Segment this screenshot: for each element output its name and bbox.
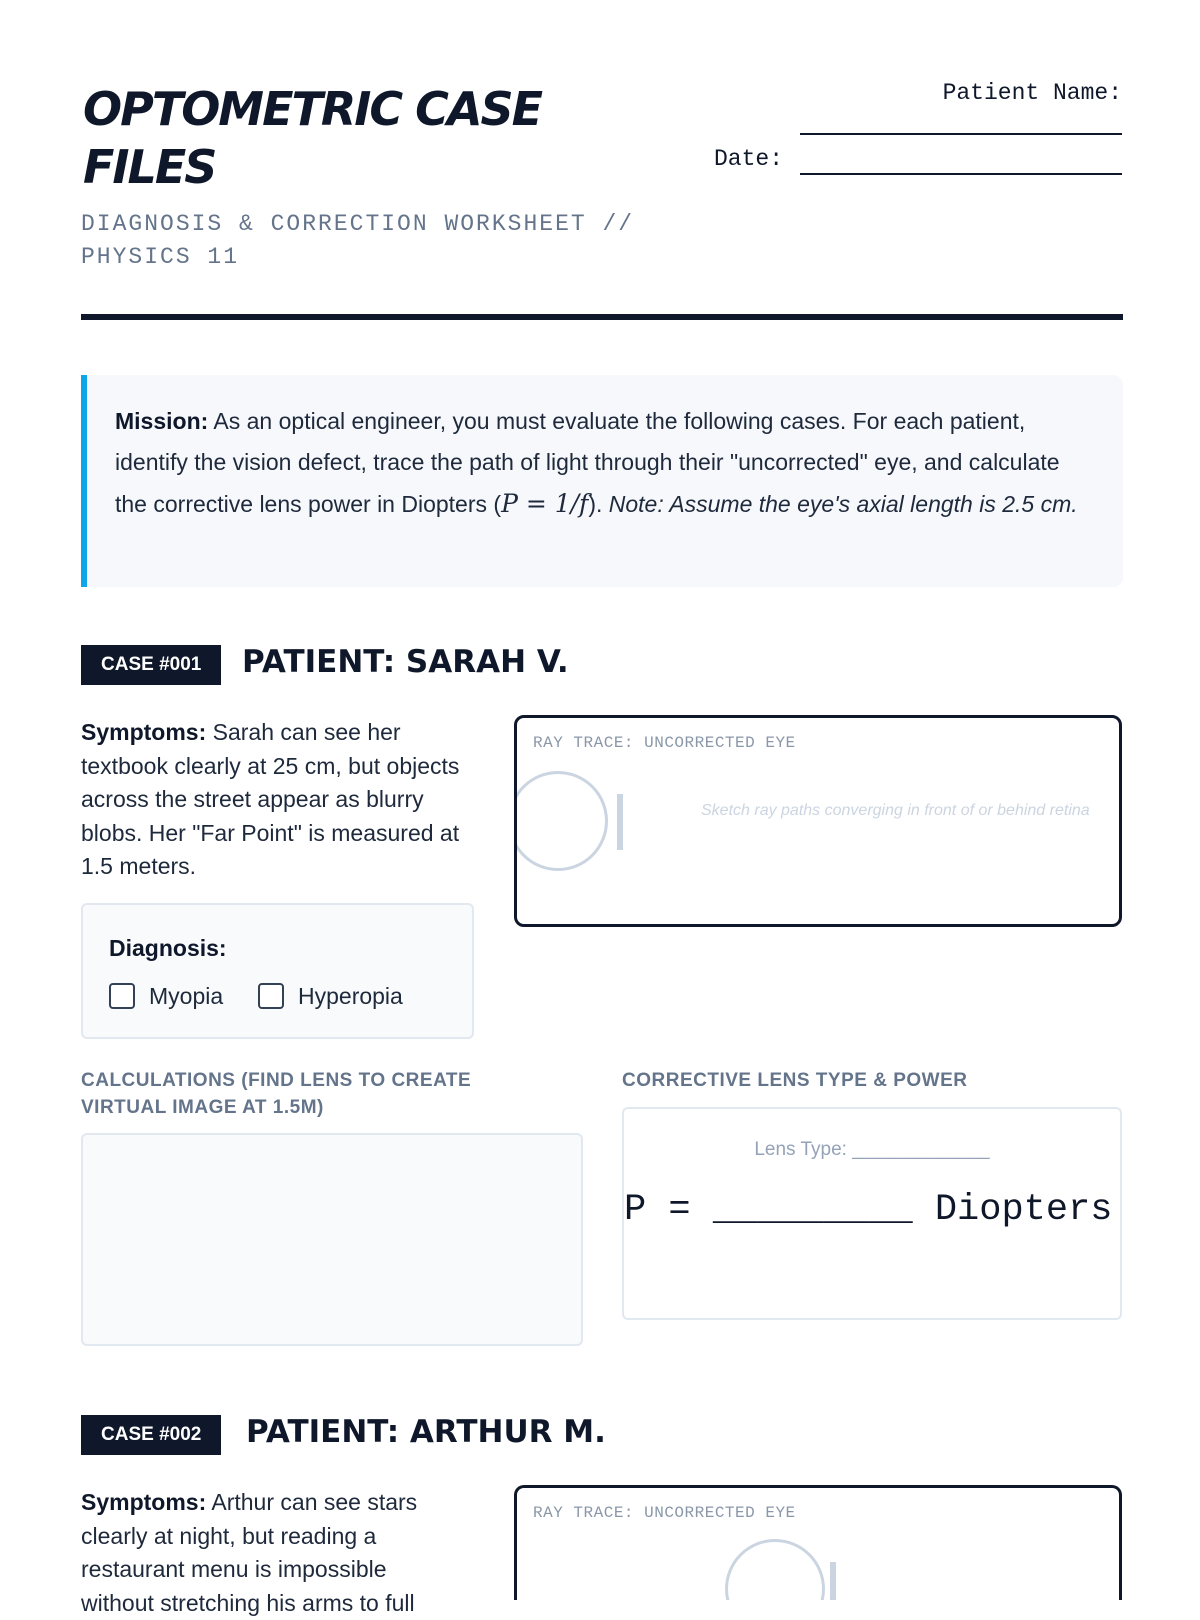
power-field[interactable]: P = _________ Diopters xyxy=(624,1189,1113,1231)
page-subtitle: DIAGNOSIS & CORRECTION WORKSHEET // PHYSICS 11 xyxy=(81,211,635,270)
diagnosis-label: Diagnosis: xyxy=(109,935,227,961)
symptoms-text xyxy=(81,716,476,884)
lens-power-label: CORRECTIVE LENS TYPE & POWER xyxy=(622,1070,968,1091)
ray-trace-box[interactable] xyxy=(514,715,1122,927)
case-badge: CASE #001 xyxy=(81,645,221,685)
mission-text-after: ). xyxy=(588,491,603,517)
patient-name-field[interactable] xyxy=(800,133,1122,135)
cornea-lens-icon xyxy=(617,794,623,850)
case-badge: CASE #002 xyxy=(81,1415,221,1455)
myopia-checkbox[interactable] xyxy=(109,983,135,1009)
mission-formula: P = 1/f xyxy=(501,489,589,518)
hyperopia-checkbox[interactable] xyxy=(258,983,284,1009)
lens-power-box xyxy=(622,1107,1122,1320)
ray-trace-label: RAY TRACE: UNCORRECTED EYE xyxy=(533,1504,796,1522)
date-field[interactable] xyxy=(800,173,1122,175)
mission-label: Mission: xyxy=(115,408,209,434)
cornea-lens-icon xyxy=(830,1562,836,1600)
calculations-label: CALCULATIONS (FIND LENS TO CREATE VIRTUAL IMAGE AT 1.5M) xyxy=(81,1070,472,1118)
symptoms-body: Sarah can see her textbook clearly at 25 cm, but objects across the street appear as blurry blobs. Her "Far Point" is measured at 1.5 meters. xyxy=(81,719,460,879)
ray-trace-label: RAY TRACE: UNCORRECTED EYE xyxy=(533,734,796,752)
calculations-area[interactable] xyxy=(81,1133,583,1346)
patient-heading: PATIENT: ARTHUR M. xyxy=(246,1414,606,1450)
symptoms-label: Symptoms: xyxy=(81,719,207,745)
symptoms-body: Arthur can see stars clearly at night, but reading a restaurant menu is impossible without stretching his arms to full xyxy=(81,1489,418,1616)
patient-heading: PATIENT: SARAH V. xyxy=(242,644,569,680)
ray-trace-box[interactable] xyxy=(514,1485,1122,1600)
hyperopia-option-label: Hyperopia xyxy=(298,983,403,1009)
mission-box xyxy=(81,375,1123,587)
page-title: OPTOMETRIC CASE FILES xyxy=(83,82,542,194)
eye-diagram-icon xyxy=(514,771,608,871)
lens-type-field[interactable]: Lens Type: _____________ xyxy=(754,1139,990,1160)
myopia-option-label: Myopia xyxy=(149,983,224,1009)
mission-text: As an optical engineer, you must evaluate the following cases. For each patient, identify the vision defect, trace the path of light through their "uncorrected" eye, and calculate the corrective lens power in Diopters ( xyxy=(115,408,1060,517)
symptoms-label: Symptoms: xyxy=(81,1489,207,1515)
header-divider xyxy=(81,314,1123,320)
date-label: Date: xyxy=(714,146,784,172)
mission-note: Note: Assume the eye's axial length is 2.5 cm. xyxy=(608,491,1078,517)
diagnosis-box xyxy=(81,903,474,1039)
patient-name-label: Patient Name: xyxy=(942,80,1122,106)
eye-diagram-icon xyxy=(725,1539,825,1600)
ray-trace-hint: Sketch ray paths converging in front of or behind retina xyxy=(701,802,1090,819)
